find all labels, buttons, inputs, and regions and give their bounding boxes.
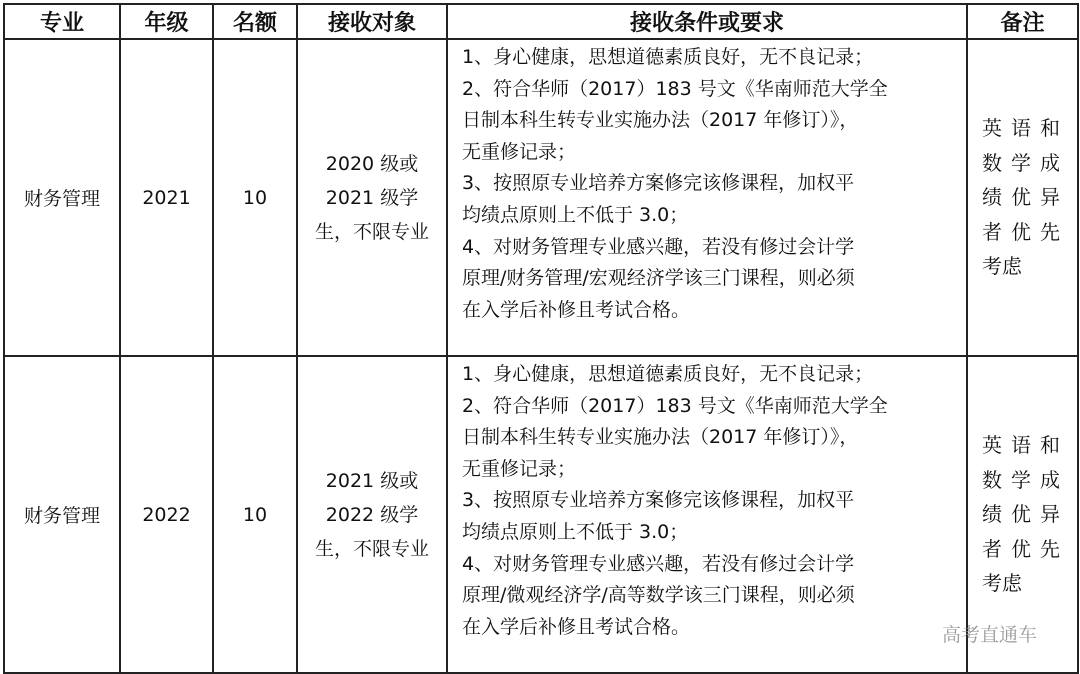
- requirement-line: 1、身心健康，思想道德素质良好，无不良记录；: [462, 46, 874, 68]
- requirement-line: 原理/微观经济学/高等数学该三门课程，则必须: [462, 584, 855, 607]
- cell-major: 财务管理: [4, 39, 120, 356]
- requirement-line: 在入学后补修且考试合格。: [462, 298, 691, 321]
- requirement-line: 3、按照原专业培养方案修完该修课程，加权平: [462, 489, 855, 512]
- target-line: 2022 级学: [325, 503, 419, 526]
- target-line: 2020 级或: [325, 152, 419, 175]
- requirement-line: 2、符合华师（2017）183 号文《华南师范大学全: [462, 394, 888, 417]
- note-line: 数学成: [982, 150, 1069, 175]
- requirement-line: 在入学后补修且考试合格。: [462, 615, 691, 638]
- requirement-line: 日制本科生转专业实施办法（2017 年修订）》，: [462, 426, 859, 449]
- header-quota: 名额: [213, 4, 297, 39]
- header-target: 接收对象: [297, 4, 447, 39]
- requirement-line: 无重修记录；: [462, 140, 577, 163]
- target-line: 生，不限专业: [314, 537, 429, 560]
- cell-target: [297, 356, 447, 673]
- header-major: 专业: [4, 4, 120, 39]
- requirement-line: 1、身心健康，思想道德素质良好，无不良记录；: [462, 363, 874, 385]
- cell-note: [967, 39, 1078, 356]
- note-line: 英语和: [982, 116, 1069, 141]
- note-line: 者优先: [982, 219, 1069, 244]
- cell-quota: 10: [213, 356, 297, 673]
- cell-requirements: [447, 356, 967, 673]
- note-line: 数学成: [982, 467, 1069, 492]
- transfer-quota-table: [3, 3, 1079, 674]
- requirement-line: 无重修记录；: [462, 457, 577, 480]
- requirement-line: 3、按照原专业培养方案修完该修课程，加权平: [462, 172, 855, 195]
- note-line: 者优先: [982, 536, 1069, 561]
- header-row: [4, 4, 1078, 39]
- target-line: 生，不限专业: [314, 220, 429, 243]
- header-requirements: 接收条件或要求: [447, 4, 967, 39]
- table-row: [4, 356, 1078, 673]
- cell-target: [297, 39, 447, 356]
- cell-requirements: [447, 39, 967, 356]
- header-grade: 年级: [120, 4, 213, 39]
- watermark: 高考直通车: [942, 624, 1038, 646]
- requirement-line: 日制本科生转专业实施办法（2017 年修订）》，: [462, 109, 859, 132]
- cell-grade: 2021: [120, 39, 213, 356]
- requirement-line: 4、对财务管理专业感兴趣，若没有修过会计学: [462, 235, 855, 258]
- requirement-line: 4、对财务管理专业感兴趣，若没有修过会计学: [462, 552, 855, 575]
- table-row: [4, 39, 1078, 356]
- requirement-line: 均绩点原则上不低于 3.0；: [462, 203, 689, 226]
- target-line: 2021 级或: [325, 469, 419, 492]
- cell-major: 财务管理: [4, 356, 120, 673]
- requirement-line: 2、符合华师（2017）183 号文《华南师范大学全: [462, 77, 888, 100]
- header-note: 备注: [967, 4, 1078, 39]
- requirement-line: 均绩点原则上不低于 3.0；: [462, 520, 689, 543]
- cell-grade: 2022: [120, 356, 213, 673]
- note-line: 考虑: [982, 571, 1022, 596]
- requirement-line: 原理/财务管理/宏观经济学该三门课程，则必须: [462, 267, 855, 290]
- note-line: 考虑: [982, 254, 1022, 279]
- note-line: 绩优异: [982, 502, 1069, 527]
- cell-quota: 10: [213, 39, 297, 356]
- note-line: 英语和: [982, 433, 1069, 458]
- target-line: 2021 级学: [325, 186, 419, 209]
- note-line: 绩优异: [982, 185, 1069, 210]
